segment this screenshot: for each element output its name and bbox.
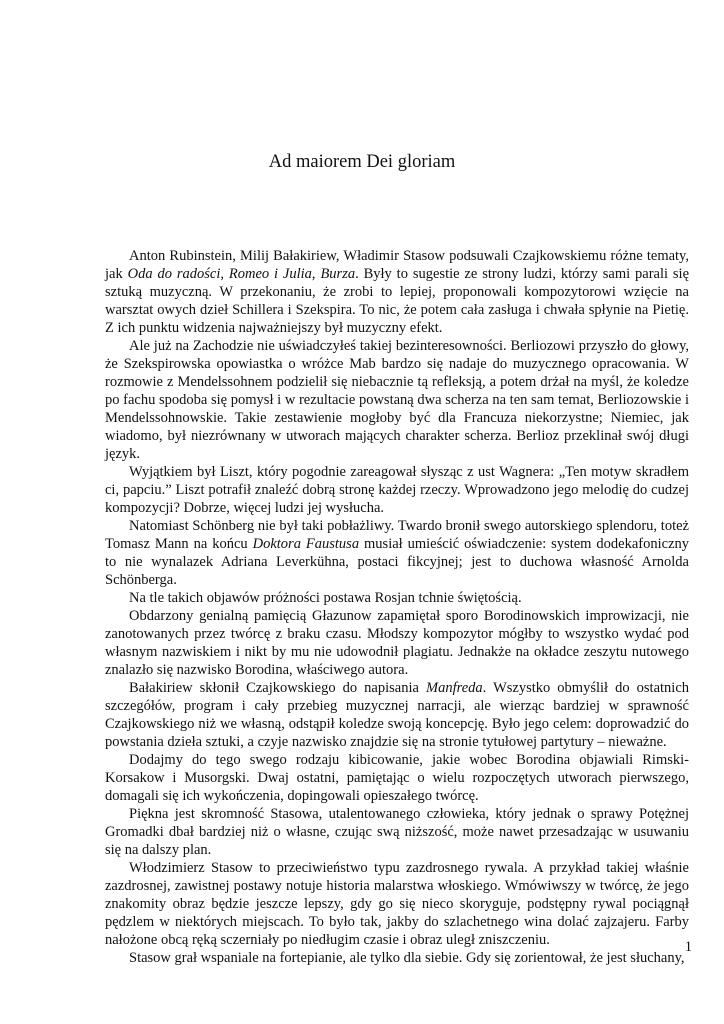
paragraph-text: , — [311, 266, 321, 282]
italic-title-text: Oda do radości — [127, 266, 221, 282]
paragraph — [105, 679, 689, 751]
document-body — [105, 247, 689, 967]
paragraph — [105, 247, 689, 337]
paragraph-text: Anton Rubinstein, Milij Bałakiriew, Władimir Stasow podsuwali Czajkowskiemu różne tematy, jak — [105, 248, 689, 282]
paragraph — [105, 517, 689, 589]
paragraph — [105, 337, 689, 463]
paragraph-text: Na tle takich objawów próżności postawa Rosjan tchnie świętością. — [129, 590, 522, 606]
paragraph-text: Włodzimierz Stasow to przeciwieństwo typu zazdrosnego rywala. A przykład takiej właśnie zazdrosnej, zawistnej postawy notuje historia malarstwa włoskiego. Wmówiwszy w twórcę, że jego znakomity obraz będzie jeszcze lepszy, gdy go się nieco skoryguje, podstępny rywal pociągnął pędzlem w niektórych miejscach. To było tak, jakby do szlachetnego wina dolać zajzajeru. Farby nałożone obcą ręką sczerniały po niedługim czasie i obraz uległ zniszczeniu. — [105, 860, 689, 948]
paragraph — [105, 751, 689, 805]
paragraph — [105, 589, 689, 607]
paragraph-text: , — [220, 266, 229, 282]
paragraph — [105, 805, 689, 859]
paragraph-text: Ale już na Zachodzie nie uświadczyłeś takiej bezinteresowności. Berliozowi przyszło do głowy, że Szekspirowska opowiastka o wróżce Mab bardzo się nadaje do muzycznego opracowania. W rozmowie z Mendelssohnem podzielił się niebacznie tą refleksją, a potem drżał na myśl, że koledze po fachu spodoba się pomysł i w rezultacie powstaną dwa scherza na ten sam temat, Berliozowskie i Mendelssohnowskie. Takie zestawienie mogłoby być dla Francuza niekorzystne; Niemiec, jak wiadomo, był niezrównany w utworach mających charakter scherza. Berlioz przeklinał swój długi język. — [105, 338, 689, 462]
italic-title-text: Romeo i Julia — [228, 266, 312, 282]
paragraph-text: Dodajmy do tego swego rodzaju kibicowanie, jakie wobec Borodina objawiali Rimski-Korsakow i Musorgski. Dwaj ostatni, pamiętając o wielu rozpoczętych utworach pierwszego, domagali się ich wykończenia, dopingowali opieszałego twórcę. — [105, 752, 689, 804]
paragraph — [105, 463, 689, 517]
italic-title-text: Burza — [320, 266, 356, 282]
paragraph-text: Wyjątkiem był Liszt, który pogodnie zareagował słysząc z ust Wagnera: „Ten motyw skradłem ci, papciu.” Liszt potrafił znaleźć dobrą stronę każdej rzeczy. Wprowadzono jego melodię do cudzej kompozycji? Dobrze, więcej ludzi jej wysłucha. — [105, 464, 689, 516]
paragraph-text: Stasow grał wspaniale na fortepianie, ale tylko dla siebie. Gdy się zorientował, że jest słuchany, — [129, 950, 685, 966]
paragraph — [105, 859, 689, 949]
italic-title-text: Doktora Faustusa — [252, 536, 360, 552]
paragraph-text: Bałakiriew skłonił Czajkowskiego do napisania — [129, 680, 426, 696]
paragraph — [105, 949, 689, 967]
document-title: Ad maiorem Dei gloriam — [268, 152, 456, 172]
page-number: 1 — [684, 939, 692, 955]
italic-title-text: Manfreda — [426, 680, 483, 696]
paragraph-text: . Były to sugestie ze strony ludzi, którzy sami parali się sztuką muzyczną. W przekonaniu, że zrobi to lepiej, proponowali kompozytorowi wzięcie na warsztat owych dzieł Schillera i Szekspira. To nic, że potem cała zasługa i chwała spłynie na Pietię. Z ich punktu widzenia najważniejszy był muzyczny efekt. — [105, 266, 690, 336]
paragraph — [105, 607, 689, 679]
paragraph-text: musiał umieścić oświadczenie: system dodekafoniczny to nie wynalazek Adriana Leverkühna, postaci fikcyjnej; jest to duchowa własność Arnolda Schönberga. — [105, 536, 690, 588]
paragraph-text: Piękna jest skromność Stasowa, utalentowanego człowieka, który jednak o sprawy Potężnej Gromadki dbał bardziej niż o własne, czując swą niższość, może nawet przesadzając w usuwaniu się na dalszy plan. — [105, 806, 689, 858]
paragraph-text: Natomiast Schönberg nie był taki pobłażliwy. Twardo bronił swego autorskiego splendoru, toteż Tomasz Mann na końcu — [105, 518, 689, 552]
paragraph-text: Obdarzony genialną pamięcią Głazunow zapamiętał sporo Borodinowskich improwizacji, nie zanotowanych przez twórcę z braku czasu. Młodszy kompozytor mógłby to wszystko wydać pod własnym nazwiskiem i nikt by mu nie udowodnił plagiatu. Jednakże na okładce zeszytu nutowego znalazło się nazwisko Borodina, właściwego autora. — [105, 608, 689, 678]
paragraph-text: . Wszystko obmyślił do ostatnich szczegółów, program i cały przebieg muzycznej narracji, ale wierząc bardziej w sprawność Czajkowskiego niż we własną, odstąpił koledze swoją koncepcję. Było jego celem: doprowadzić do powstania dzieła sztuki, a czyje nazwisko znajdzie się na stronie tytułowej partytury – nieważne. — [105, 680, 689, 750]
